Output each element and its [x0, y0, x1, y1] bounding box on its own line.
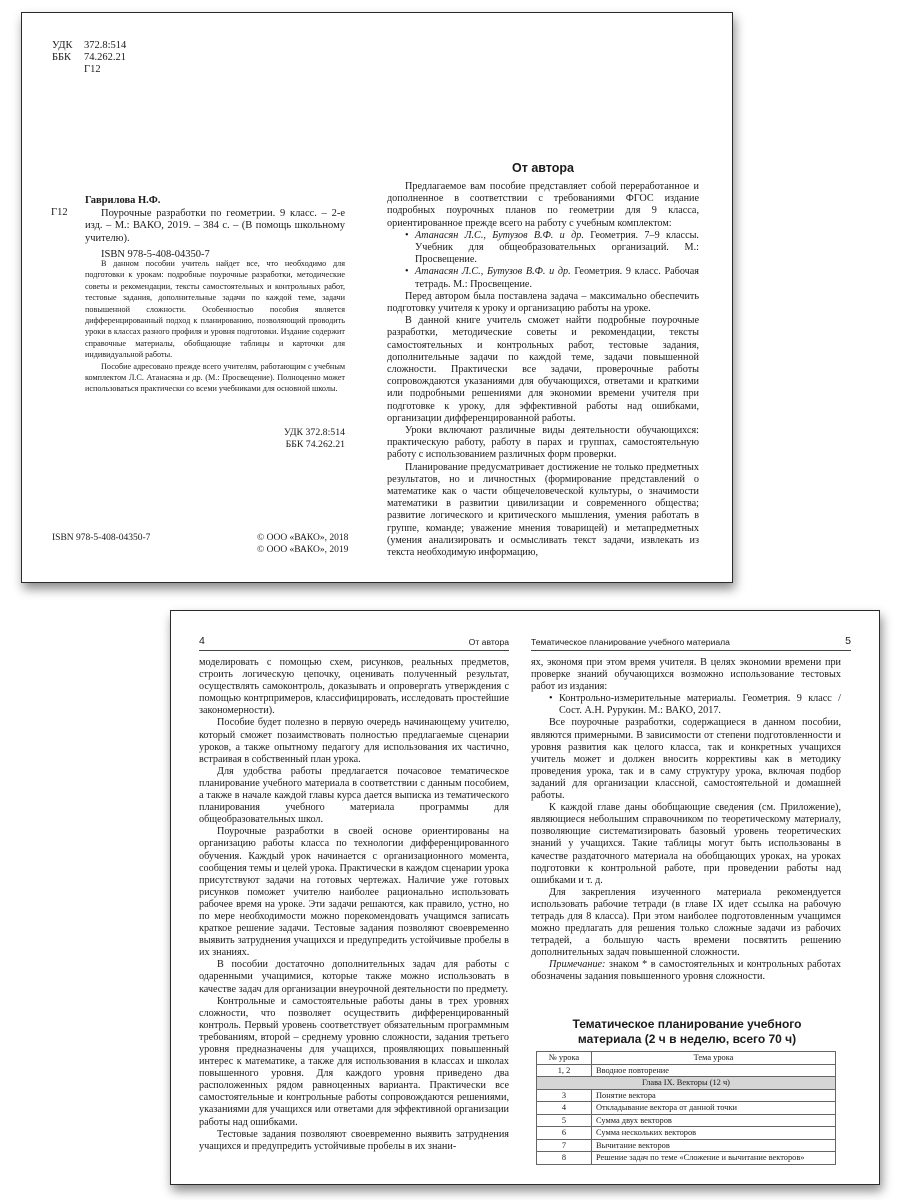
- list-item-author: Атанасян Л.С., Бутузов В.Ф. и др.: [415, 229, 584, 241]
- page-number: 4: [199, 635, 205, 647]
- udk-bottom: УДК 372.8:514: [283, 427, 345, 438]
- lesson-number: 6: [537, 1127, 592, 1140]
- running-header: [531, 637, 851, 651]
- chapter-row: [537, 1077, 836, 1090]
- paragraph: Контрольные и самостоятельные работы даны в трех уровнях сложности, что позволяет осуществить дифференцированный контроль. Первый уровень соответствует обязательным программным требованиям, второй – среднему уровню сложности, задания третьего уровня предназначены для учащихся, проявляющих повышенный интерес к математике, а также для использования в классах и школах повышенного уровня. Для каждого уровня приведено два расположенных рядом равноценных варианта. Практически все самостоятельные и контрольные работы сопровождаются решениями, указаниями для учащихся или ответами для эффективной организации работы над ошибками.: [199, 995, 509, 1128]
- section-heading: От автора: [512, 161, 574, 175]
- book-spread-imprint: [21, 12, 733, 583]
- table-row: [537, 1089, 836, 1102]
- list-item: [387, 266, 699, 290]
- note: [531, 959, 841, 983]
- page-4: [199, 611, 509, 1184]
- author-mark: Г12: [84, 64, 101, 75]
- list-item: [531, 693, 841, 717]
- table-row: [537, 1102, 836, 1115]
- list-item: [387, 230, 699, 267]
- paragraph: В данной книге учитель сможет найти подробные поурочные разработки, методические советы и рекомендации, тексты самостоятельных и контрольных работ, тестовые задания, дополнительные задачи по каждой теме, задачи повышенной сложности. Практически все задачи, проверочные работы сопровождаются указаниями для обучающихся, ответами и краткими или подробными решениями для экономии времени учителя при подготовке к уроку, для эффективной работы над ошибками, организации дифференцированной работы.: [387, 315, 699, 424]
- column-header-lesson-number: № урока: [537, 1052, 592, 1065]
- paragraph: Предлагаемое вам пособие представляет собой переработанное и дополненное в соответствии с требованиями ФГОС издание подробных поурочных планов по геометрии для 9 класса, ориентированное прежде всего на работу с учебным комплектом:: [387, 181, 699, 229]
- paragraph: К каждой главе даны обобщающие сведения (см. Приложение), являющиеся небольшим справочником по теоретическому материалу, позволяющие систематизировать базовый уровень теоретических знаний у учащихся. Такие таблицы могут быть использованы в качестве раздаточного материала на обобщающих уроках, на уроках подготовки к контрольной работе, при проведении работы над ошибками и т. д.: [531, 802, 841, 886]
- bullet-icon: •: [405, 266, 409, 278]
- paragraph: Все поурочные разработки, содержащиеся в данном пособии, являются примерными. В зависимости от степени подготовленности и уровня развития как целого класса, так и конкретных учащихся учитель может и должен вносить коррективы как в методику проведения урока, так и в саму структуру урока, включая подбор заданий для организации классной, самостоятельной и домашней работы.: [531, 717, 841, 802]
- lesson-number: 3: [537, 1089, 592, 1102]
- abstract-paragraph: Пособие адресовано прежде всего учителям, работающим с учебным комплектом Л.С. Атанасяна и др. (М.: Просвещение). Полноценно может использоваться практически со всеми учебниками для основной школы.: [85, 361, 345, 394]
- lesson-number: 7: [537, 1139, 592, 1152]
- table-row: [537, 1139, 836, 1152]
- table-header-row: [537, 1052, 836, 1065]
- paragraph: Уроки включают различные виды деятельности обучающихся: практическую работу, работу в парах и группах, самостоятельную работу с использованием различных форм проверки.: [387, 425, 699, 461]
- chapter-title: Глава IX. Векторы (12 ч): [537, 1077, 836, 1090]
- isbn-bottom: ISBN 978-5-408-04350-7: [52, 533, 151, 543]
- table-row: [537, 1064, 836, 1077]
- bbk-label: ББК: [52, 52, 72, 63]
- bbk-value: 74.262.21: [84, 52, 126, 63]
- abstract-paragraph: В данном пособии учитель найдет все, что необходимо для подготовки к урокам: подробные поурочные разработки, методические советы и рекомендации, тексты самостоятельных и контрольных работ, тестовые задания, дополнительные задачи по каждой теме, задачи повышенной сложности. Особенностью пособия является дифференцированный подход к планированию, позволяющий проводить уроки в классах разного профиля и уровня подготовки. Издание содержит справочные материалы, обобщающие таблицы и карточки для индивидуальной работы.: [85, 259, 345, 360]
- paragraph: ях, экономя при этом время учителя. В целях экономии времени при проверке знаний обучающихся возможно использование тестовых работ из издания:: [531, 657, 841, 693]
- foreword-body: [387, 181, 699, 559]
- paragraph: Поурочные разработки в своей основе ориентированы на организацию работы класса по технологии дифференцированного обучения. Каждый урок начинается с организационного момента, сообщения темы и целей урока. Практически в каждом сценарии урока присутствуют задачи на готовых чертежах. Наличие уже готовых рисунков поможет учителю наиболее рационально использовать рабочее время на уроке. Эти задачи решаются, как правило, устно, но по мере необходимости можно порекомендовать учащимся записать краткое решение задачи. Тестовые задания позволяют своевременно выявить затруднения учащихся и предупредить устойчивые пробелы в их знаниях.: [199, 826, 509, 959]
- bibliographic-record: [51, 195, 345, 262]
- paragraph: моделировать с помощью схем, рисунков, реальных предметов, строить логическую цепочку, оценивать полученный результат, осуществлять самоконтроль, доказывать и опровергать утверждения с помощью контрпримеров, классифицировать, исследовать простейшие закономерности).: [199, 657, 509, 717]
- copyright-line: © ООО «ВАКО», 2019: [257, 544, 349, 555]
- author-name: Гаврилова Н.Ф.: [85, 195, 161, 206]
- lesson-topic: Решение задач по теме «Сложение и вычитание векторов»: [592, 1152, 836, 1165]
- textbook-list: [387, 230, 699, 291]
- classification-codes-bottom: [85, 427, 345, 450]
- bullet-icon: •: [405, 229, 409, 241]
- paragraph: Перед автором была поставлена задача – максимально обеспечить подготовку учителя к уроку и организацию работы на уроке.: [387, 290, 699, 315]
- lesson-number: 5: [537, 1114, 592, 1127]
- table-row: [537, 1127, 836, 1140]
- bullet-icon: •: [549, 693, 553, 705]
- book-spread-pages-4-5: [170, 610, 880, 1185]
- lesson-topic: Понятие вектора: [592, 1089, 836, 1102]
- paragraph: Тестовые задания позволяют своевременно выявить затруднения учащихся и предупредить устойчивые пробелы в их знани-: [199, 1128, 509, 1152]
- paragraph: Для удобства работы предлагается почасовое тематическое планирование учебного материала в соответствии с данным пособием, а также в начале каждой главы курса дается выписка из тематического планирования учебного материала программы для общеобразовательных школ.: [199, 765, 509, 826]
- udk-label: УДК: [52, 40, 73, 51]
- paragraph: В пособии достаточно дополнительных задач для работы с одаренными учащимися, которые также можно использовать в качестве задач для организации внеурочной деятельности по предмету.: [199, 959, 509, 995]
- running-head-title: Тематическое планирование учебного материала: [531, 637, 730, 647]
- table-row: [537, 1152, 836, 1165]
- table-title-line: Тематическое планирование учебного: [572, 1017, 802, 1031]
- classification-codes: [52, 40, 126, 76]
- author-mark-side: Г12: [51, 207, 68, 218]
- page-number: 5: [845, 635, 851, 647]
- imprint-page: [22, 13, 367, 582]
- page-body: [531, 657, 841, 984]
- lesson-number: 4: [537, 1102, 592, 1115]
- lesson-topic: Сумма нескольких векторов: [592, 1127, 836, 1140]
- list-item-text: Геометрия. 9 класс. Рабочая тетрадь. М.: Просвещение.: [415, 266, 699, 290]
- paragraph: Для закрепления изученного материала рекомендуется использовать рабочие тетради (в главе IX идет ссылка на рабочую тетрадь для 8 класса). При этом наиболее подготовленным учащимся можно предлагать для решения только сложные задачи из рабочих тетрадей, а большую часть времени посвятить решению дополнительных задач повышенной сложности.: [531, 886, 841, 959]
- lesson-topic: Сумма двух векторов: [592, 1114, 836, 1127]
- lesson-number: 1, 2: [537, 1064, 592, 1077]
- column-header-lesson-topic: Тема урока: [592, 1052, 836, 1065]
- isbn: ISBN 978-5-408-04350-7: [101, 249, 210, 261]
- list-item-text: Контрольно-измерительные материалы. Геометрия. 9 класс / Сост. А.Н. Рурукин. М.: ВАКО, 2017.: [559, 693, 841, 717]
- udk-value: 372.8:514: [84, 40, 127, 51]
- lesson-topic: Вводное повторение: [592, 1064, 836, 1077]
- lesson-number: 8: [537, 1152, 592, 1165]
- foreword-page: [387, 13, 717, 582]
- abstract: [85, 258, 345, 395]
- bbk-bottom: ББК 74.262.21: [285, 438, 345, 450]
- running-header: [199, 637, 509, 651]
- page-5: [531, 611, 851, 1184]
- table-row: [537, 1114, 836, 1127]
- copyright-line: © ООО «ВАКО», 2018: [257, 533, 349, 543]
- table-title: [531, 1017, 843, 1046]
- reference-list: [531, 693, 841, 717]
- list-item-text: Геометрия. 7–9 классы. Учебник для общеобразовательных организаций. М.: Просвещение.: [415, 229, 699, 266]
- list-item-author: Атанасян Л.С., Бутузов В.Ф. и др.: [415, 266, 571, 278]
- paragraph: Пособие будет полезно в первую очередь начинающему учителю, который сможет позаимствовать полностью предлагаемые сценарии уроков, а также опытному педагогу для использования их частично, встраивая в собственный план урока.: [199, 717, 509, 765]
- page-body: [199, 657, 509, 1153]
- running-head-title: От автора: [468, 637, 509, 647]
- table-title-line: материала (2 ч в неделю, всего 70 ч): [577, 1031, 797, 1046]
- lesson-topic: Откладывание вектора от данной точки: [592, 1102, 836, 1115]
- book-description: Поурочные разработки по геометрии. 9 класс. – 2-е изд. – М.: ВАКО, 2019. – 384 с. – (В помощь школьному учителю).: [85, 207, 345, 244]
- note-label: Примечание:: [549, 959, 606, 971]
- paragraph: Планирование предусматривает достижение не только предметных результатов, но и личностных (формирование представлений о математике как о части общечеловеческой культуры, о значимости математики в развитии цивилизации и современного общества; развитие логического и критического мышления, умения работать в группе, команде; уважение мнения товарищей) и метапредметных (умения анализировать и осмысливать текст задачи, извлекать из текста необходимую информацию,: [387, 461, 699, 559]
- copyright: [257, 533, 348, 557]
- lesson-topic: Вычитание векторов: [592, 1139, 836, 1152]
- lesson-plan-table: [536, 1051, 836, 1165]
- note-text: знаком * в самостоятельных и контрольных работах обозначены задания повышенного уровня сложности.: [531, 959, 841, 983]
